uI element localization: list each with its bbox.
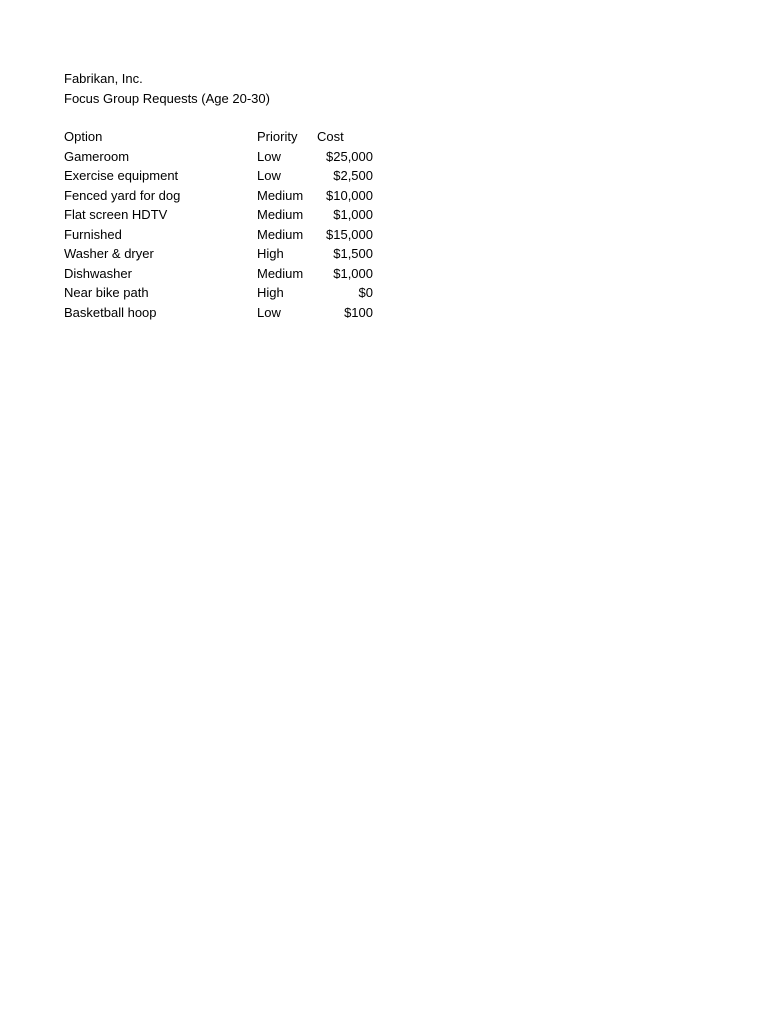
table-header-row xyxy=(64,127,404,147)
table-row xyxy=(64,244,404,264)
header-cost: Cost xyxy=(317,129,344,144)
cell-cost: $100 xyxy=(344,304,373,320)
cell-priority: Medium xyxy=(257,187,304,203)
cell-priority: Medium xyxy=(257,226,304,242)
cell-cost: $1,000 xyxy=(333,265,373,281)
spacer xyxy=(64,108,404,127)
cell-option: Flat screen HDTV xyxy=(64,207,168,222)
cell-option: Washer & dryer xyxy=(64,246,154,261)
table-row xyxy=(64,205,404,225)
table-row xyxy=(64,166,404,186)
cell-cost: $25,000 xyxy=(326,148,373,164)
table-row xyxy=(64,147,404,167)
cell-cost: $0 xyxy=(358,285,373,300)
cell-priority: Medium xyxy=(257,265,304,281)
cell-option: Dishwasher xyxy=(64,265,132,281)
cell-priority: Low xyxy=(257,148,281,164)
cell-cost: $15,000 xyxy=(326,226,373,242)
cell-cost: $2,500 xyxy=(333,168,373,183)
company-name: Fabrikan, Inc. xyxy=(64,71,143,86)
table-row xyxy=(64,225,404,245)
cell-cost: $1,000 xyxy=(333,207,373,222)
table-row xyxy=(64,303,404,323)
table-row xyxy=(64,264,404,284)
cell-option: Near bike path xyxy=(64,285,149,300)
cell-priority: Low xyxy=(257,304,281,320)
cell-option: Gameroom xyxy=(64,148,130,164)
cell-priority: High xyxy=(257,246,284,261)
document-sheet xyxy=(64,69,404,322)
cell-priority: Low xyxy=(257,168,281,183)
cell-option: Basketball hoop xyxy=(64,304,157,320)
document-subtitle: Focus Group Requests (Age 20-30) xyxy=(64,90,270,106)
cell-option: Fenced yard for dog xyxy=(64,187,181,203)
cell-priority: Medium xyxy=(257,207,304,222)
cell-cost: $10,000 xyxy=(326,187,373,203)
header-option: Option xyxy=(64,129,103,144)
cell-cost: $1,500 xyxy=(333,246,373,261)
table-row xyxy=(64,186,404,206)
header-priority: Priority xyxy=(257,129,298,144)
cell-priority: High xyxy=(257,285,284,300)
cell-option: Furnished xyxy=(64,226,122,242)
table-row xyxy=(64,283,404,303)
cell-option: Exercise equipment xyxy=(64,168,179,183)
